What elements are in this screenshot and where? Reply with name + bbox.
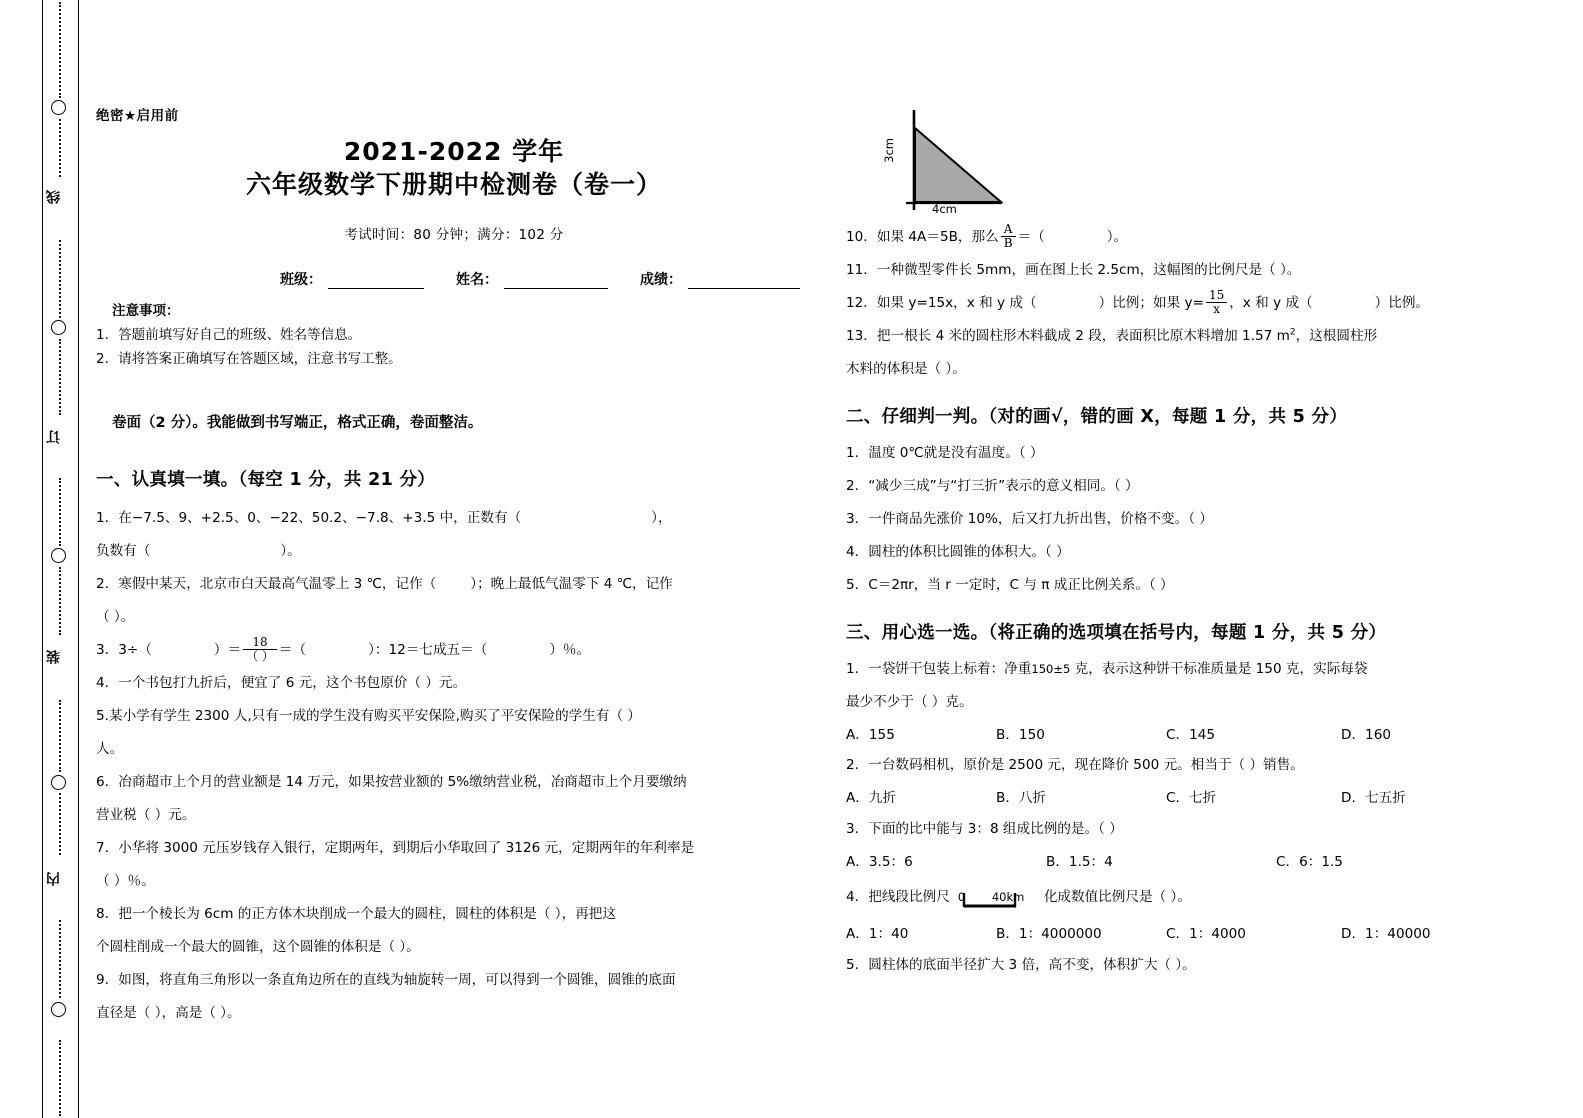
question-11: 11．一种微型零件长 5mm，画在图上长 2.5cm，这幅图的比例尺是（ ）。 (846, 261, 1301, 278)
q10-b: ＝（ (1017, 229, 1045, 245)
option-b[interactable]: B．1.5：4 (1046, 853, 1113, 870)
seam-circle (51, 100, 66, 115)
mc-question-1-cont: 最少不少于（ ）克。 (846, 693, 973, 710)
score-label: 成绩： (640, 272, 682, 288)
option-b[interactable]: B．150 (996, 726, 1045, 743)
question-1 (96, 503, 812, 534)
mc-question-2: 2．一台数码相机，原价是 2500 元，现在降价 500 元。相当于（ ）销售。 (846, 757, 1304, 774)
seam-circle (51, 548, 66, 563)
seam-dash-segment (59, 700, 61, 772)
seam-char-ding: 订 (46, 430, 62, 444)
scale-bar-value: 40km (991, 889, 1025, 904)
section-1-heading: 一、认真填一填。（每空 1 分，共 21 分） (96, 470, 436, 490)
right-triangle-figure (870, 108, 1060, 216)
scale-bar-zero: 0 (957, 889, 966, 904)
option-d[interactable]: D．七五折 (1341, 790, 1406, 807)
section-3-heading: 三、用心选一选。（将正确的选项填在括号内，每题 1 分，共 5 分） (846, 622, 1387, 643)
q10-a: 10．如果 4A＝5B，那么 (846, 229, 999, 245)
notice-item: 2．请将答案正确填写在答题区域，注意书写工整。 (96, 351, 402, 367)
q2-line1-b: ）；晚上最低气温零下 4 ℃，记作 (470, 575, 673, 592)
seam-dash-segment (59, 478, 61, 546)
tf-item-4: 4．圆柱的体积比圆锥的体积大。（ ） (846, 543, 1070, 560)
q3-a: 3．3÷（ (96, 641, 152, 658)
left-column (78, 0, 838, 1031)
option-c[interactable]: C．6：1.5 (1276, 853, 1343, 870)
fraction-denominator: x (1206, 302, 1227, 316)
option-c[interactable]: C．七折 (1166, 790, 1217, 807)
mc-question-4 (846, 878, 1565, 917)
seam-dash-segment (59, 567, 61, 635)
seam-dash-segment (59, 2, 61, 98)
q12-d: ）比例。 (1374, 294, 1430, 311)
option-a[interactable]: A．九折 (846, 790, 897, 807)
page-title-main: 六年级数学下册期中检测卷（卷一） (245, 169, 662, 199)
option-c[interactable]: C．1：4000 (1166, 925, 1246, 942)
question-10 (846, 222, 1565, 253)
question-13 (846, 321, 1565, 352)
seam-dash-segment (59, 339, 61, 415)
mc4-a: 4．把线段比例尺 (846, 888, 950, 905)
mc-question-2-options (846, 783, 1565, 814)
q3-e: ）％。 (549, 641, 591, 658)
mc4-b: 化成数值比例尺是（ ）。 (1043, 888, 1191, 905)
right-column (838, 0, 1583, 983)
name-label: 姓名： (456, 272, 498, 288)
seam-dash-segment (59, 793, 61, 855)
question-6-cont: 营业税（ ）元。 (96, 806, 196, 823)
score-blank[interactable] (688, 274, 800, 289)
question-2 (96, 569, 812, 600)
q13-line1-a: 13．把一根长 4 米的圆柱形木料截成 2 段，表面积比原木料增加 1.57 (846, 327, 1277, 344)
option-b[interactable]: B．1：4000000 (996, 925, 1102, 942)
question-1-cont (96, 536, 812, 567)
mc1-net-weight: 150±5 (1031, 661, 1071, 676)
triangle-height-label: 3cm (882, 138, 896, 163)
mc-question-1-options (846, 720, 1565, 751)
question-8: 8．把一个棱长为 6cm 的正方体木块削成一个最大的圆柱，圆柱的体积是（ ），再把这 (96, 905, 616, 922)
seam-char-xian: 线 (46, 190, 62, 204)
name-blank[interactable] (504, 274, 608, 289)
tf-item-2: 2．“减少三成”与“打三折”表示的意义相同。（ ） (846, 477, 1139, 494)
seam-circle (51, 775, 66, 790)
fraction-denominator: B (1001, 236, 1016, 250)
q13-unit: m (1276, 327, 1290, 344)
question-4: 4．一个书包打九折后，便宜了 6 元，这个书包原价（ ）元。 (96, 674, 467, 691)
option-d[interactable]: D．1：40000 (1341, 925, 1431, 942)
notice-item: 1．答题前填写好自己的班级、姓名等信息。 (96, 327, 362, 343)
q2-line1-a: 2．寒假中某天，北京市白天最高气温零上 3 ℃，记作（ (96, 575, 437, 592)
question-7-cont: （ ）％。 (96, 872, 155, 889)
question-5-cont: 人。 (96, 740, 124, 757)
seam-char-nei: 内 (46, 872, 62, 886)
section-2-heading: 二、仔细判一判。（对的画√，错的画 X，每题 1 分，共 5 分） (846, 406, 1348, 427)
q3-b: ）＝ (213, 641, 242, 658)
content-area (78, 0, 1583, 1118)
mc-question-5: 5．圆柱体的底面半径扩大 3 倍，高不变，体积扩大（ ）。 (846, 956, 1196, 973)
q12-c: ，x 和 y 成（ (1229, 294, 1313, 311)
option-c[interactable]: C．145 (1166, 726, 1216, 743)
paper-neatness-note: 卷面（2 分）。我能做到书写端正，格式正确，卷面整洁。 (112, 415, 483, 431)
option-a[interactable]: A．1：40 (846, 925, 909, 942)
binding-seam (42, 0, 78, 1118)
option-b[interactable]: B．八折 (996, 790, 1047, 807)
fraction-numerator: 15 (1208, 288, 1225, 303)
seam-dash-segment (59, 920, 61, 998)
mc-question-1 (846, 654, 1565, 685)
exam-subtitle: 考试时间：80 分钟；满分：102 分 (344, 227, 564, 243)
q12-a: 12．如果 y=15x，x 和 y 成（ (846, 294, 1037, 311)
student-id-line (96, 269, 800, 289)
fraction-18-over-blank (243, 636, 277, 663)
q3-d: ）：12＝七成五＝（ (368, 641, 488, 658)
class-blank[interactable] (328, 274, 424, 289)
class-label: 班级： (280, 272, 322, 288)
mc-question-3: 3．下面的比中能与 3：8 组成比例的是。（ ） (846, 820, 1123, 837)
question-6: 6．冶商超市上个月的营业额是 14 万元，如果按营业额的 5%缴纳营业税，冶商超市上个月要缴纳 (96, 773, 687, 790)
seam-char-zhuang: 装 (46, 650, 62, 664)
q1-line1-b: ）， (651, 510, 672, 526)
question-9: 9．如图，将直角三角形以一条直角边所在的直线为轴旋转一周，可以得到一个圆锥，圆锥的底面 (96, 971, 676, 988)
seam-circle (51, 320, 66, 335)
tf-item-5: 5．C＝2πr，当 r 一定时，C 与 π 成正比例关系。（ ） (846, 576, 1174, 593)
fraction-numerator: 18 (252, 634, 268, 649)
q10-c: ）。 (1106, 229, 1128, 245)
question-12 (846, 288, 1565, 319)
question-8-cont: 个圆柱削成一个最大的圆锥，这个圆锥的体积是（ ）。 (96, 938, 420, 955)
question-2-cont: （ ）。 (96, 608, 135, 625)
option-d[interactable]: D．160 (1341, 726, 1392, 743)
seam-circle (51, 1002, 66, 1017)
fraction-denominator[interactable]: （ ） (243, 649, 277, 663)
mc-question-4-options (846, 919, 1565, 950)
tf-item-3: 3．一件商品先涨价 10%，后又打九折出售，价格不变。（ ） (846, 510, 1213, 527)
notice-title: 注意事项： (112, 303, 180, 319)
tf-item-1: 1．温度 0℃就是没有温度。（ ） (846, 444, 1044, 461)
question-3 (96, 635, 812, 666)
seam-dash-segment (59, 240, 61, 318)
q13-exponent: 2 (1289, 327, 1296, 338)
fraction-15-over-x (1206, 289, 1227, 316)
q3-c: ＝（ (278, 641, 307, 658)
q1-line1-a: 1．在−7.5、9、+2.5、0、−22、50.2、−7.8、+3.5 中，正数有（ (96, 510, 522, 526)
mc1-a: 1．一袋饼干包装上标着：净重 (846, 660, 1032, 677)
fraction-a-over-b (1001, 223, 1016, 250)
question-9-cont: 直径是（ ），高是（ ）。 (96, 1004, 241, 1021)
question-7: 7．小华将 3000 元压岁钱存入银行，定期两年，到期后小华取回了 3126 元，定期两年的年利率是 (96, 839, 695, 856)
option-a[interactable]: A．155 (846, 726, 895, 743)
right-triangle-svg (870, 108, 1060, 216)
triangle-base-label: 4cm (932, 202, 957, 216)
question-13-cont: 木料的体积是（ ）。 (846, 360, 966, 377)
secret-notice: 绝密★启用前 (96, 108, 179, 124)
option-a[interactable]: A．3.5：6 (846, 853, 913, 870)
fraction-numerator: A (1003, 222, 1013, 237)
mc-question-3-options (846, 847, 1565, 878)
q1-line2-b: ）。 (280, 542, 301, 559)
q12-b: ）比例；如果 y= (1098, 294, 1204, 311)
seam-dash-segment (59, 119, 61, 177)
seam-dash-segment (59, 1040, 61, 1116)
q1-line2-a: 负数有（ (96, 542, 151, 559)
q13-line1-b: ，这根圆柱形 (1295, 327, 1378, 344)
mc1-b: 克，表示这种饼干标准质量是 150 克，实际每袋 (1070, 660, 1368, 677)
page-title-year: 2021-2022 学年 (343, 137, 565, 166)
question-5: 5.某小学有学生 2300 人,只有一成的学生没有购买平安保险,购买了平安保险的学生有（ ） (96, 707, 641, 724)
scale-bar-icon (954, 883, 1040, 913)
